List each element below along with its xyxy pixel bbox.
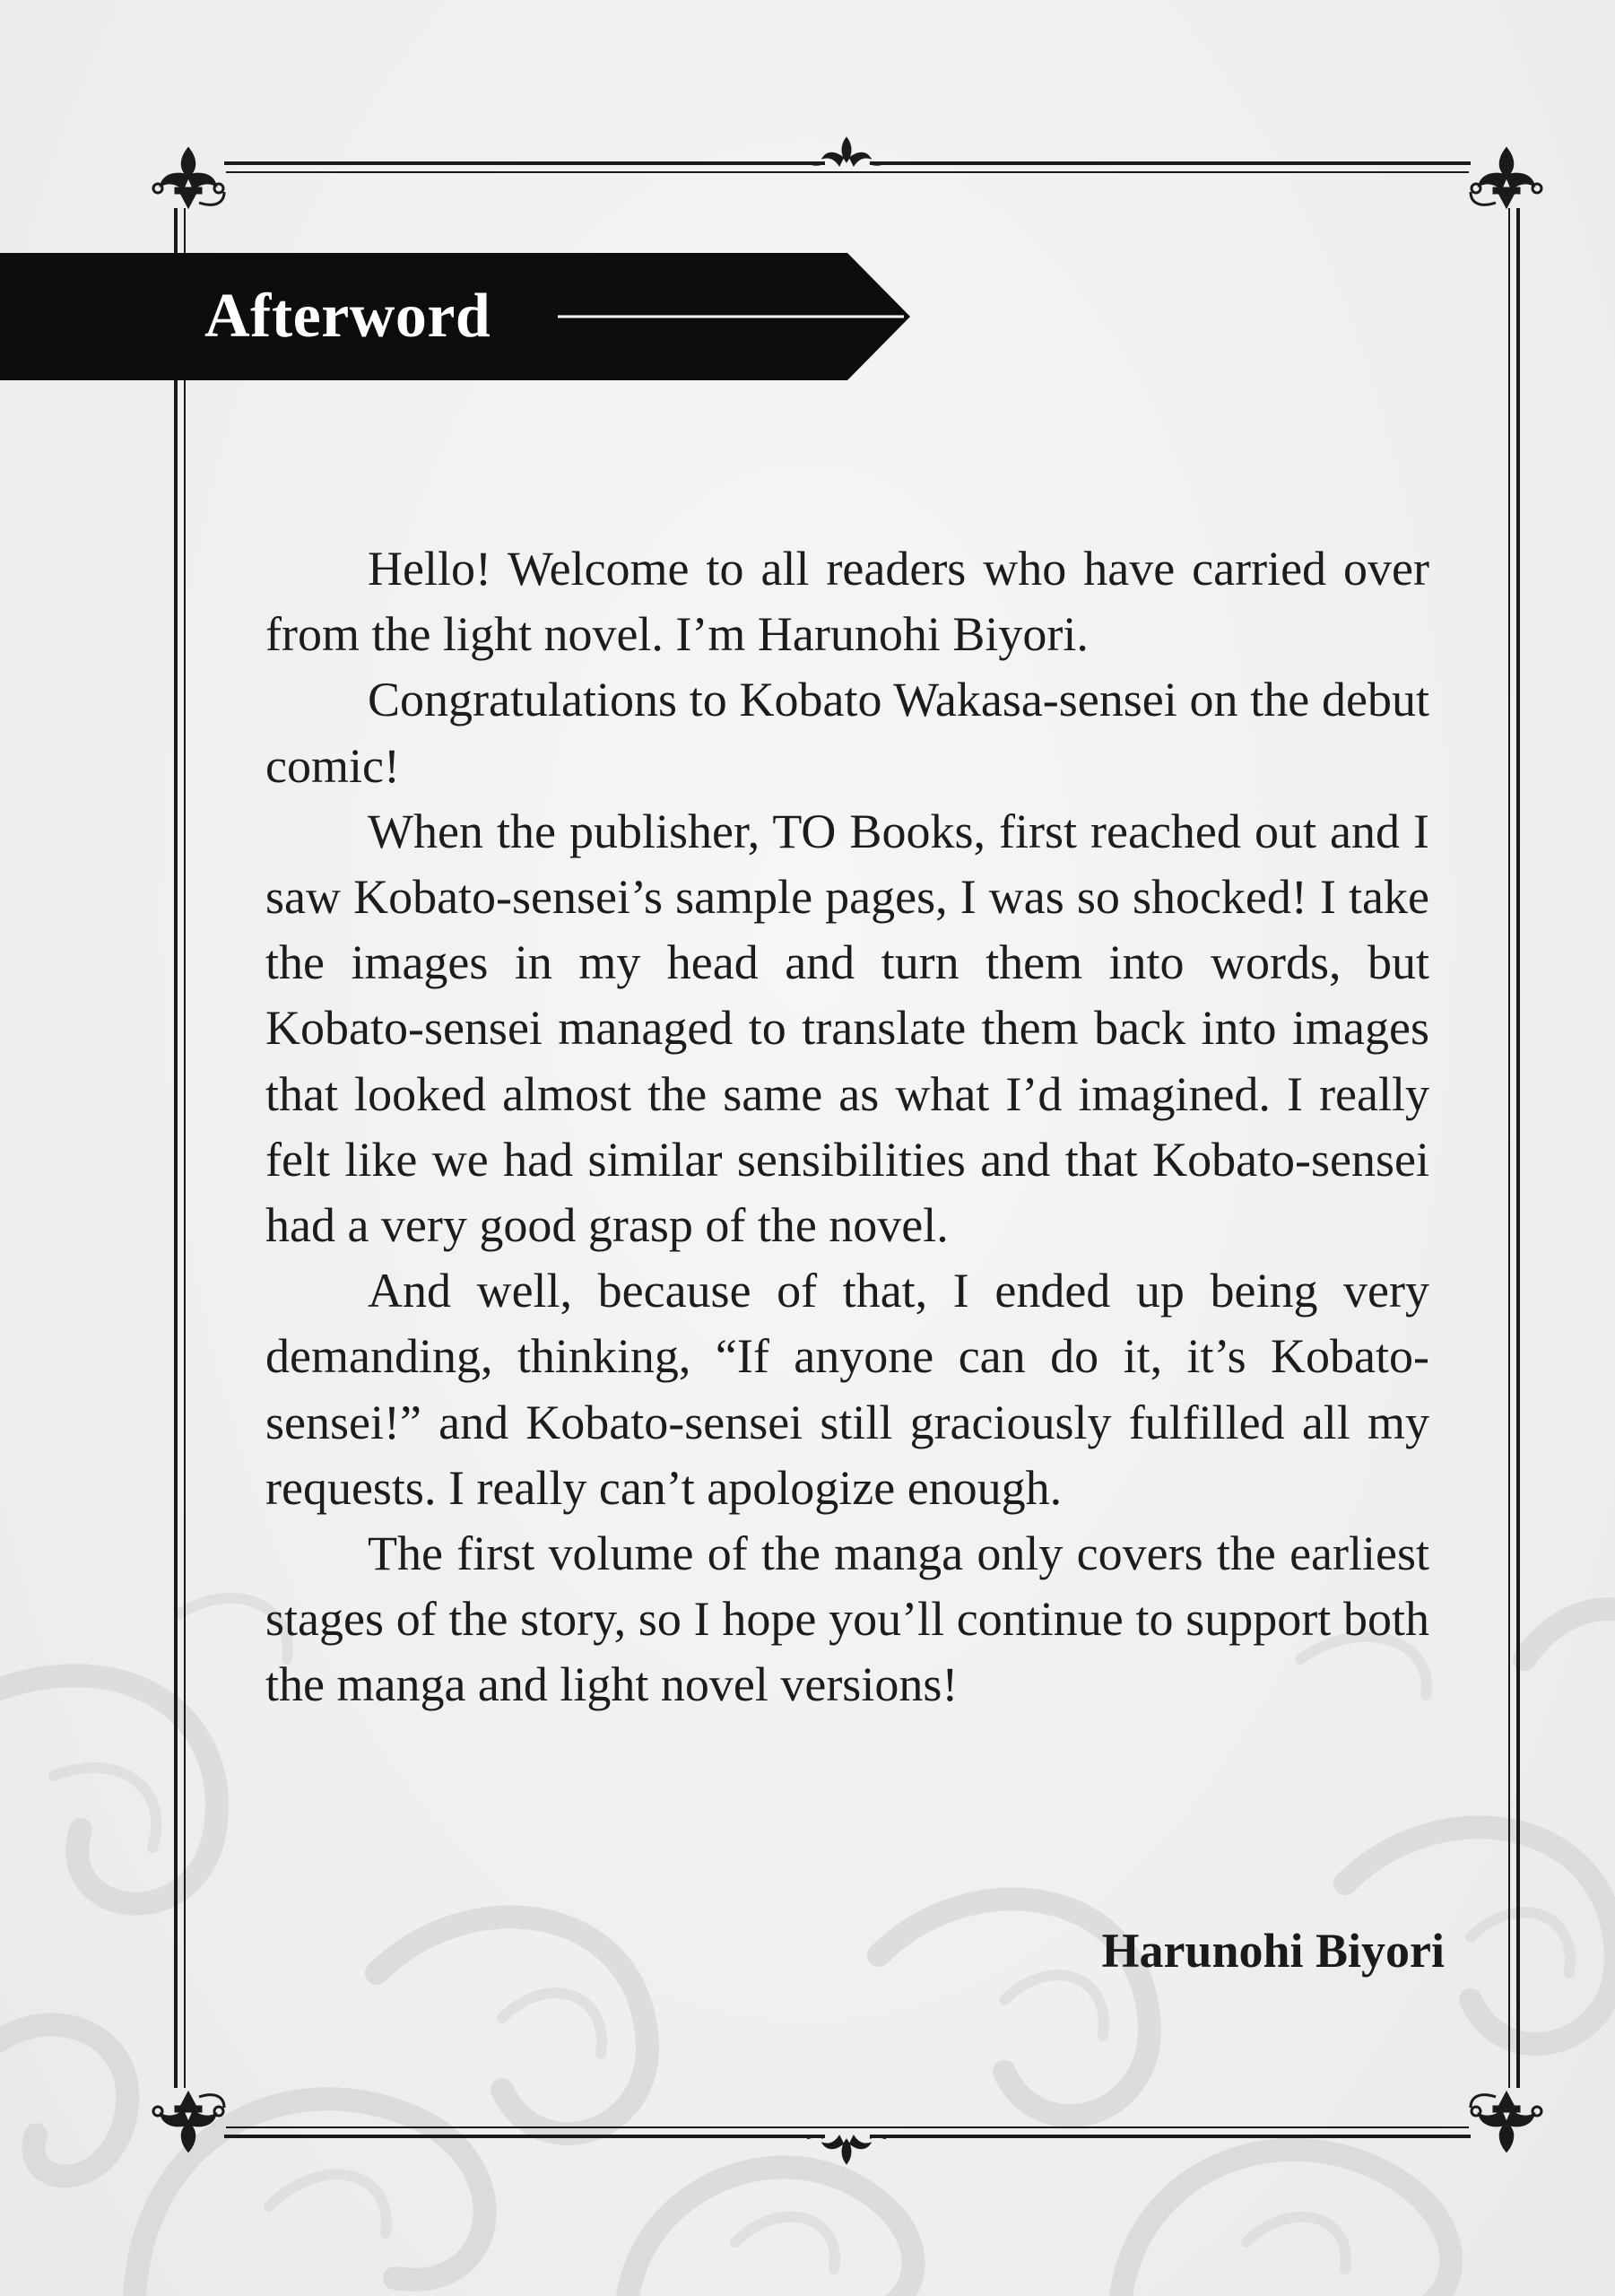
paragraph: The first volume of the manga only covers the earliest stages of the story, so I hope you’ll continue to support both the manga and light novel versions! [265,1526,1429,1712]
page-title: Afterword [204,282,491,351]
afterword-body [265,536,1429,1718]
paragraph: Congratulations to Kobato Wakasa-sensei on the debut comic! [265,673,1429,793]
paragraph: Hello! Welcome to all readers who have carried over from the light novel. I’m Harunohi Biyori. [265,542,1429,662]
author-signature: Harunohi Biyori [1101,1924,1445,1978]
paragraph: When the publisher, TO Books, first reached out and I saw Kobato-sensei’s sample pages, I was so shocked! I take the images in my head and turn them into words, but Kobato-sensei managed to translate them back into images that looked almost the same as what I’d imagined. I really felt like we had similar sensibilities and that Kobato-sensei had a very good grasp of the novel. [265,804,1429,1253]
paragraph: And well, because of that, I ended up being very demanding, thinking, “If anyone can do it, it’s Kobato-sensei!” and Kobato-sensei still graciously fulfilled all my requests. I really can’t apologize enough. [265,1264,1429,1515]
